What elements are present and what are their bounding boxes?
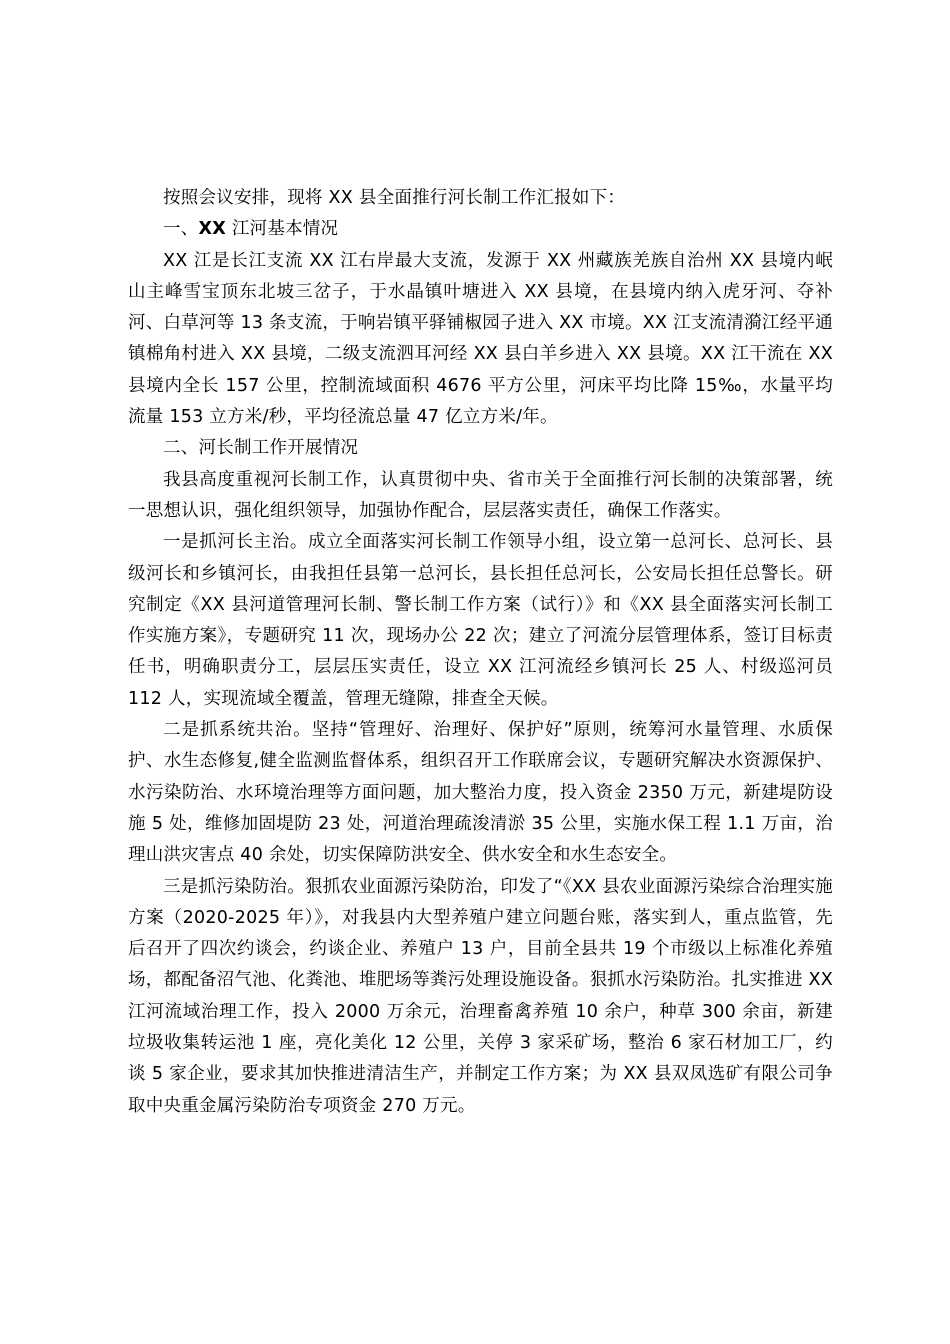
- commitment-paragraph: 我县高度重视河长制工作，认真贯彻中央、省市关于全面推行河长制的决策部署，统一思想认识，强化组织领导，加强协作配合，层层落实责任，确保工作落实。: [128, 469, 833, 521]
- section-heading-work-progress: 二、河长制工作开展情况: [163, 438, 359, 459]
- pollution-control-paragraph: 三是抓污染防治。狠抓农业面源污染防治，印发了“《XX 县农业面源污染综合治理实施方案（2020-2025 年）》，对我县内大型养殖户建立问题台账，落实到人，重点监管，先后召开了四次约谈会，约谈企业、养殖户 13 户，目前全县共 19 个市级以上标准化养殖场，都配备沼气池、化粪池、堆肥场等粪污处理设施设备。狠抓水污染防治。扎实推进 XX 江河流域治理工作，投入 2000 万余元，治理畜禽养殖 10 余户，种草 300 余亩，新建垃圾收集转运池 1 座，亮化美化 12 公里，关停 3 家采矿场，整治 6 家石材加工厂，约谈 5 家企业，要求其加快推进清洁生产，并制定工作方案；为 XX 县双凤选矿有限公司争取中央重金属污染防治专项资金 270 万元。: [128, 876, 833, 1116]
- river-chief-paragraph: 一是抓河长主治。成立全面落实河长制工作领导小组，设立第一总河长、总河长、县级河长和乡镇河长，由我担任县第一总河长，县长担任总河长，公安局长担任总警长。研究制定《XX 县河道管理河长制、警长制工作方案（试行）》和《XX 县全面落实河长制工作实施方案》，专题研究 11 次，现场办公 22 次；建立了河流分层管理体系，签订目标责任书，明确职责分工，层层压实责任，设立 XX 江河流经乡镇河长 25 人、村级巡河员 112 人，实现流域全覆盖，管理无缝隙，排查全天候。: [128, 532, 833, 709]
- section-heading-prefix: 一、: [163, 219, 199, 240]
- document-page: [128, 183, 833, 1122]
- intro-paragraph: 按照会议安排，现将 XX 县全面推行河长制工作汇报如下：: [163, 188, 626, 208]
- section-heading-rest: 江河基本情况: [226, 219, 339, 240]
- river-overview-paragraph: XX 江是长江支流 XX 江右岸最大支流，发源于 XX 州藏族羌族自治州 XX 县境内岷山主峰雪宝顶东北坡三岔子，于水晶镇叶塘进入 XX 县境，在县境内纳入虎牙河、夺补河、白草河等 13 条支流，于响岩镇平驿铺椒园子进入 XX 市境。XX 江支流清漪江经平通镇棉角村进入 XX 县境，二级支流泗耳河经 XX 县白羊乡进入 XX 县境。XX 江干流在 XX 县境内全长 157 公里，控制流域面积 4676 平方公里，河床平均比降 15‰，水量平均流量 153 立方米/秒，平均径流总量 47 亿立方米/年。: [128, 250, 833, 428]
- system-governance-paragraph: 二是抓系统共治。坚持“管理好、治理好、保护好”原则，统筹河水量管理、水质保护、水生态修复,健全监测监督体系，组织召开工作联席会议，专题研究解决水资源保护、水污染防治、水环境治理等方面问题，加大整治力度，投入资金 2350 万元，新建堤防设施 5 处，维修加固堤防 23 处，河道治理疏浚清淤 35 公里，实施水保工程 1.1 万亩，治理山洪灾害点 40 余处，切实保障防洪安全、供水安全和水生态安全。: [128, 720, 833, 866]
- section-heading-bold: XX: [198, 219, 226, 240]
- section-heading-basic-info: [128, 214, 833, 245]
